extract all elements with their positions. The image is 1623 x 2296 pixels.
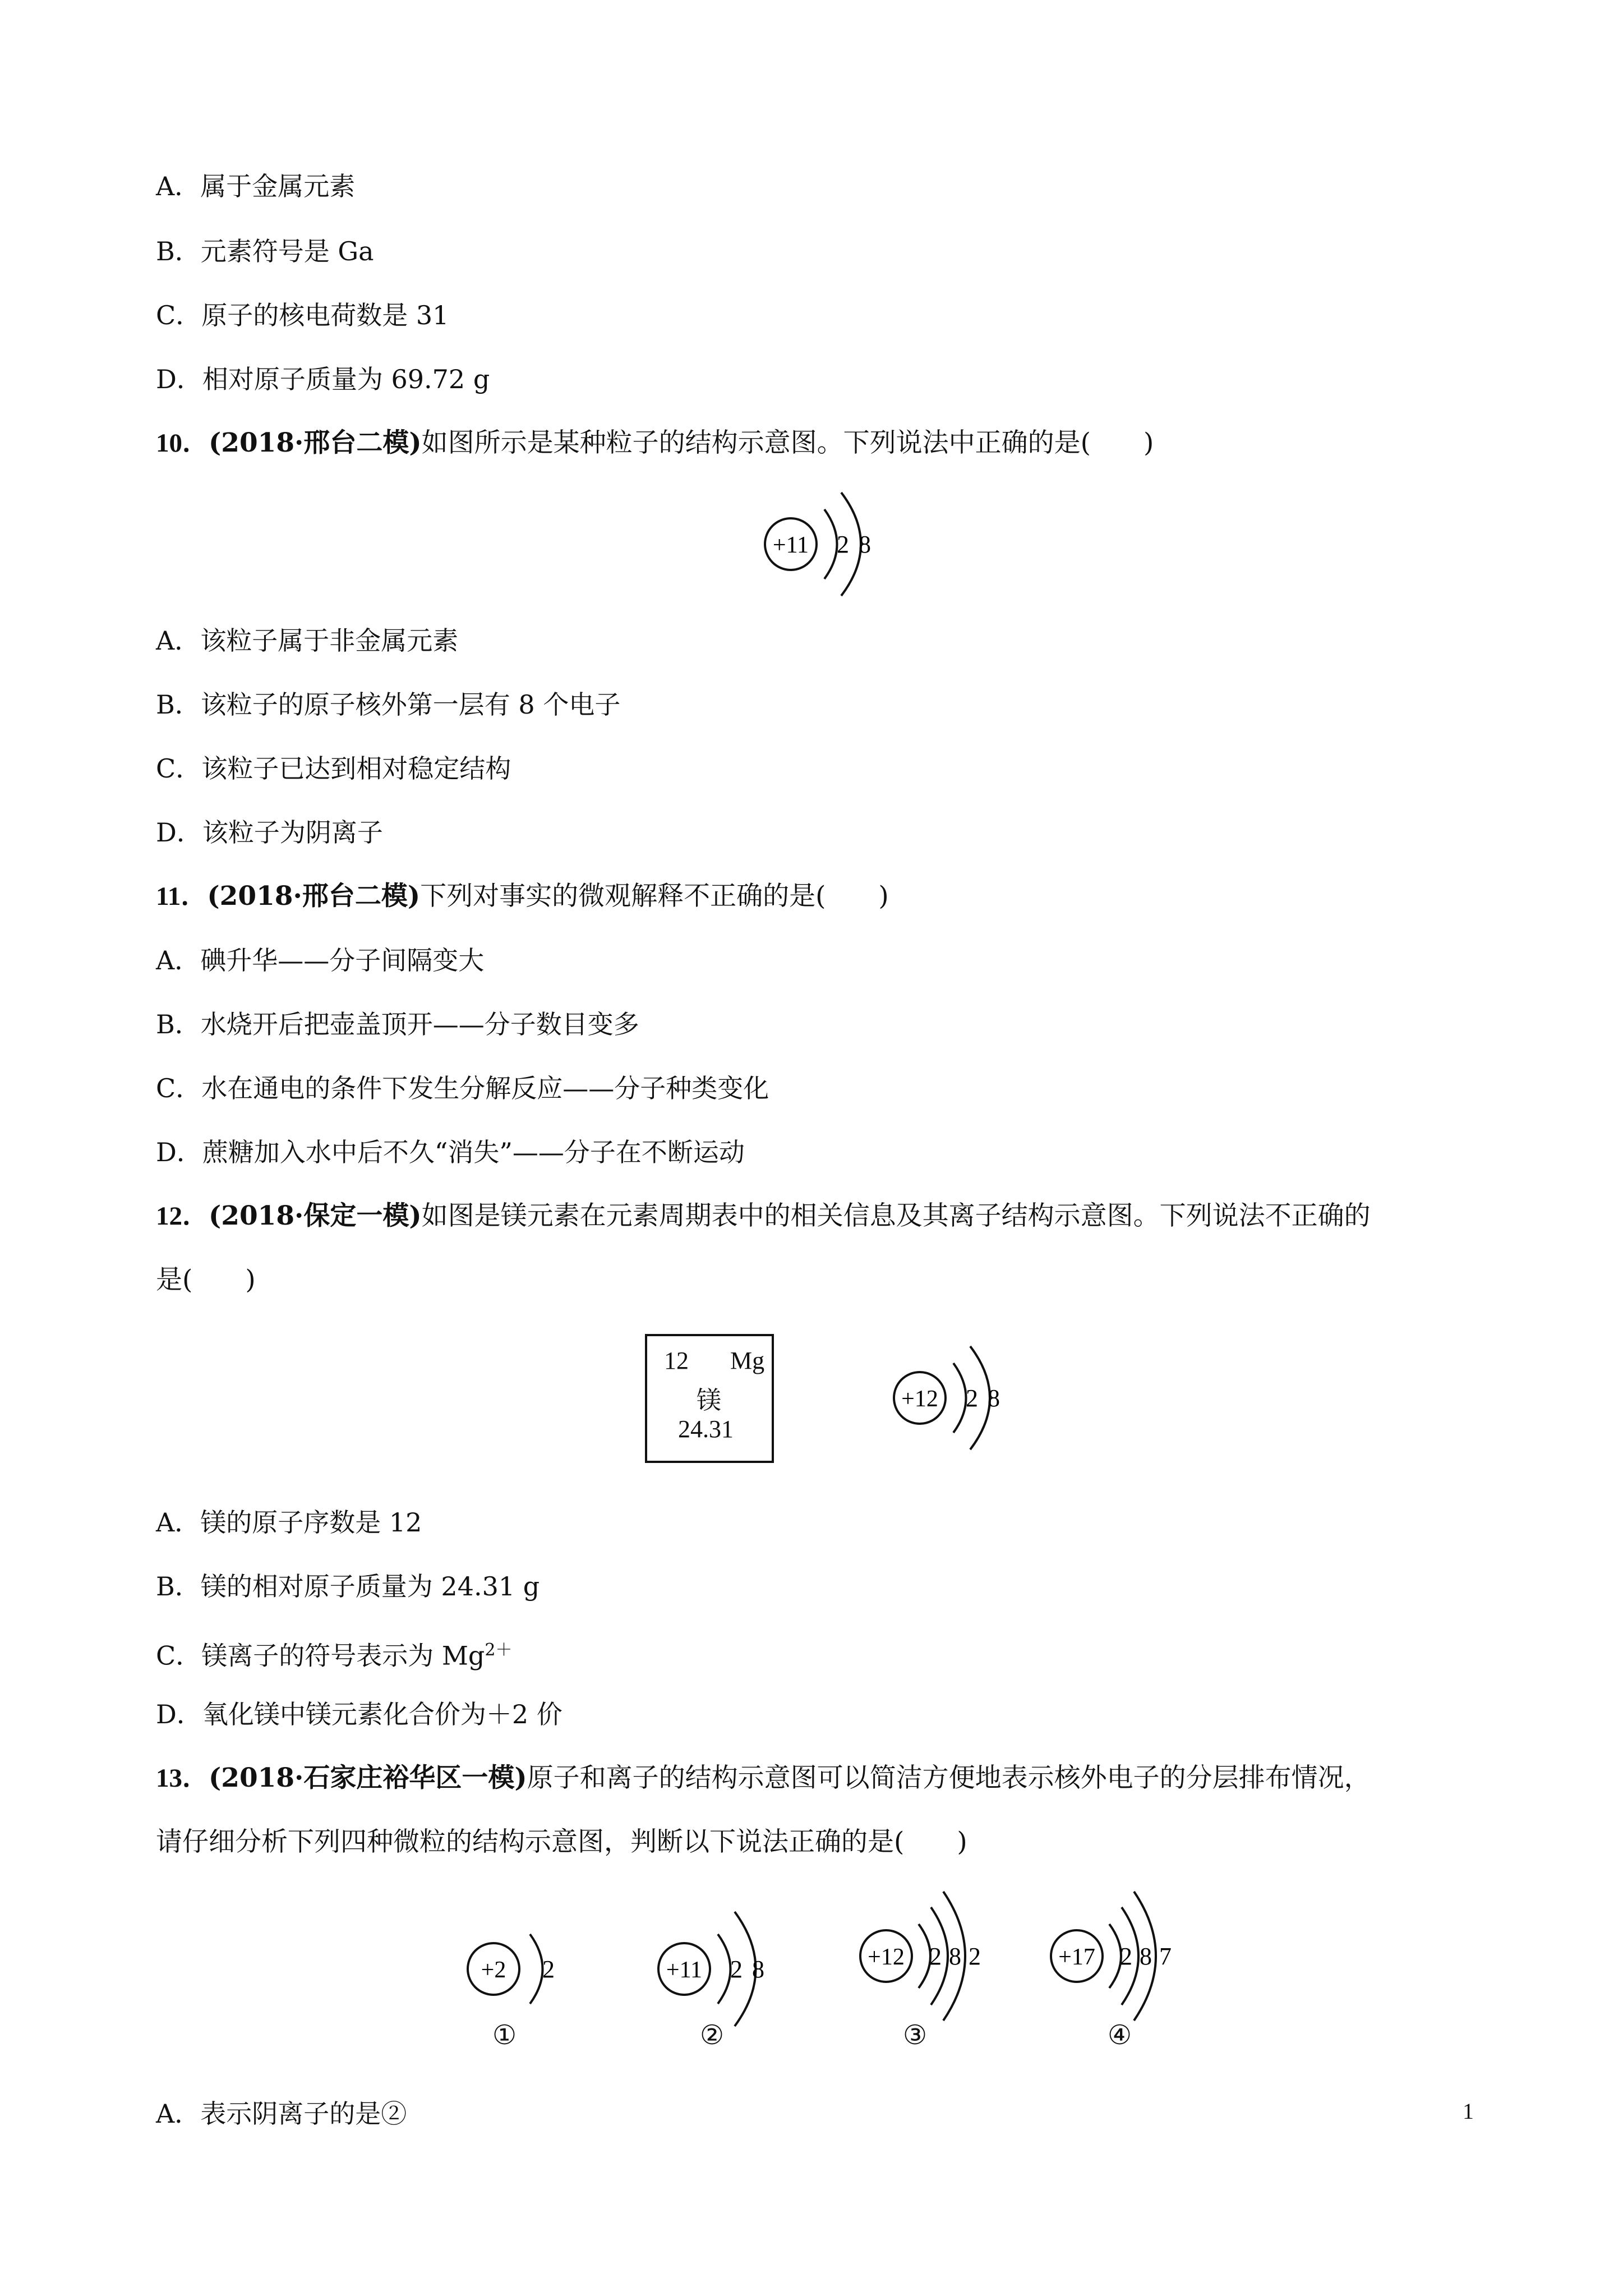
charge-superscript: 2＋: [485, 1640, 513, 1660]
q11-stem: [156, 880, 889, 913]
q9-option-a: A．属于金属元素: [156, 171, 356, 201]
q11-option-c: C．水在通电的条件下发生分解反应——分子种类变化: [156, 1073, 769, 1103]
shell-electrons: 8: [949, 1943, 961, 1970]
element-tile: [645, 1334, 774, 1463]
shell-electrons: 2: [1120, 1943, 1132, 1970]
q12-option-c: [156, 1634, 512, 1672]
q10-option-a: A．该粒子属于非金属元素: [156, 625, 459, 656]
q11-option-d: D．蔗糖加入水中后不久“消失”——分子在不断运动: [156, 1137, 745, 1167]
element-name: 镁: [697, 1386, 721, 1415]
q10-stem: [156, 426, 1154, 460]
page-number: 1: [1463, 2099, 1474, 2124]
shell-electrons: 2: [966, 1384, 978, 1412]
q13-diagram-2: [645, 1895, 791, 2035]
q11-source: (2018·邢台二模): [207, 881, 421, 912]
q13-diagram-3: [847, 1886, 1015, 2037]
q11-option-a: A．碘升华——分子间隔变大: [156, 945, 485, 976]
q12-option-d: D．氧化镁中镁元素化合价为＋2 价: [156, 1699, 562, 1729]
q12-option-b: B．镁的相对原子质量为 24.31 g: [156, 1571, 540, 1602]
shell-electrons: 8: [988, 1384, 1000, 1412]
q13-stem-text: 原子和离子的结构示意图可以简洁方便地表示核外电子的分层排布情况，: [527, 1763, 1371, 1793]
q13-stem: [156, 1761, 1371, 1795]
shell-electrons: 2: [542, 1955, 555, 1983]
nucleus-charge: +11: [772, 532, 809, 558]
q11-stem-text: 下列对事实的微观解释不正确的是( ): [420, 881, 889, 912]
nucleus-charge: +12: [868, 1944, 905, 1970]
q13-label-2: ②: [700, 2019, 725, 2051]
element-number: 12: [664, 1347, 689, 1374]
q10-option-c: C．该粒子已达到相对稳定结构: [156, 753, 511, 784]
shell-electrons: 8: [859, 531, 871, 558]
shell-arc: [718, 1934, 731, 2004]
q10-option-b: B．该粒子的原子核外第一层有 8 个电子: [156, 689, 621, 720]
q13-label-4: ④: [1108, 2019, 1132, 2051]
q13-source: (2018·石家庄裕华区一模): [209, 1763, 527, 1793]
nucleus-charge: +2: [481, 1957, 506, 1983]
q12-option-c-text: C．镁离子的符号表示为 Mg: [156, 1640, 485, 1671]
q13-number: 13．: [156, 1764, 209, 1793]
nucleus-charge: +11: [666, 1957, 703, 1983]
q9-option-b: B．元素符号是 Ga: [156, 236, 374, 266]
q13-option-a: A．表示阴离子的是②: [156, 2099, 407, 2129]
shell-electrons: 2: [730, 1955, 743, 1983]
shell-arc: [953, 1363, 966, 1433]
shell-electrons: 8: [752, 1955, 764, 1983]
nucleus-charge: +17: [1058, 1944, 1095, 1970]
q10-atom-diagram: [751, 482, 897, 606]
q12-stem: [156, 1199, 1371, 1233]
q11-option-b: B．水烧开后把壶盖顶开——分子数目变多: [156, 1009, 639, 1039]
q9-option-c: C．原子的核电荷数是 31: [156, 300, 449, 330]
q12-stem-cont: 是( ): [156, 1264, 256, 1295]
shell-electrons: 2: [929, 1943, 942, 1970]
element-mass: 24.31: [678, 1415, 734, 1443]
shell-electrons: 8: [1140, 1943, 1152, 1970]
q12-ion-diagram: [880, 1336, 1026, 1460]
element-symbol: Mg: [730, 1347, 765, 1374]
shell-arc: [530, 1934, 543, 2004]
q12-number: 12．: [156, 1202, 209, 1231]
q13-diagram-4: [1038, 1886, 1206, 2037]
q13-label-3: ③: [903, 2019, 928, 2051]
q12-source: (2018·保定一模): [209, 1200, 422, 1231]
q13-label-1: ①: [492, 2019, 517, 2051]
shell-arc: [919, 1924, 930, 1988]
q10-number: 10．: [156, 429, 209, 458]
q12-stem-text: 如图是镁元素在元素周期表中的相关信息及其离子结构示意图。下列说法不正确的: [421, 1200, 1371, 1231]
q10-source: (2018·邢台二模): [209, 427, 422, 458]
q9-option-d: D．相对原子质量为 69.72 g: [156, 364, 490, 394]
shell-arc: [824, 509, 837, 579]
shell-electrons: 7: [1159, 1943, 1172, 1970]
shell-electrons: 2: [969, 1943, 981, 1970]
q11-number: 11．: [156, 882, 208, 911]
shell-electrons: 2: [837, 531, 849, 558]
q13-stem-cont: 请仔细分析下列四种微粒的结构示意图，判断以下说法正确的是( ): [156, 1826, 967, 1857]
q12-option-a: A．镁的原子序数是 12: [156, 1507, 422, 1538]
nucleus-charge: +12: [901, 1386, 938, 1412]
q13-diagram-1: [454, 1907, 589, 2031]
q10-stem-text: 如图所示是某种粒子的结构示意图。下列说法中正确的是( ): [421, 427, 1154, 458]
shell-arc: [1109, 1924, 1121, 1988]
q10-option-d: D．该粒子为阴离子: [156, 817, 383, 848]
